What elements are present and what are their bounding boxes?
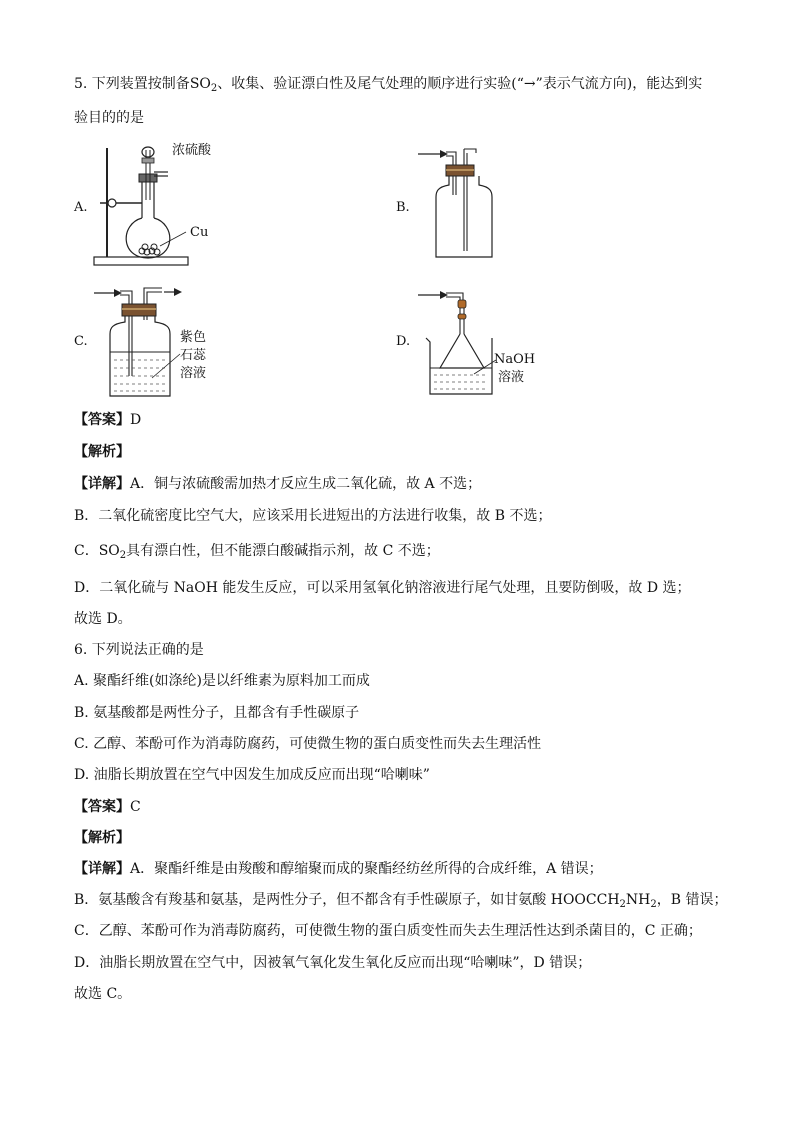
q6-detail-a: A．聚酯纤维是由羧酸和醇缩聚而成的聚酯经纺丝所得的合成纤维，A 错误； (130, 861, 603, 877)
q6-detail-d: D．油脂长期放置在空气中，因被氧气氧化发生氧化反应而出现“哈喇味”，D 错误； (74, 955, 592, 971)
q5-option-a-diagram (90, 140, 200, 270)
q6-option-d: D. 油脂长期放置在空气中因发生加成反应而出现“哈喇味” (74, 767, 430, 783)
q5-analysis-tag: 【解析】 (74, 444, 130, 460)
q5-detail-b: B．二氧化硫密度比空气大，应该采用长进短出的方法进行收集，故 B 不选； (74, 508, 552, 524)
q5-detail-d: D．二氧化硫与 NaOH 能发生反应，可以采用氢氧化钠溶液进行尾气处理，且要防倒吸，故 D 选； (74, 580, 691, 596)
q5-option-d-letter: D. (396, 334, 411, 349)
q5-option-c-label-1: 紫色 (180, 330, 207, 345)
q6-option-b: B. 氨基酸都是两性分子，且都含有手性碳原子 (74, 705, 360, 721)
q5-option-a-acid-label: 浓硫酸 (172, 143, 212, 158)
q5-stem-a: 5. 下列装置按制备 (74, 76, 190, 92)
q6-detail-b-line: B．氨基酸含有羧基和氨基，是两性分子，但不都含有手性碳原子，如甘氨酸 $HOOCCH_2NH_2$，B 错误； (74, 892, 728, 910)
q6-detail-c: C．乙醇、苯酚可作为消毒防腐药，可使微生物的蛋白质变性而失去生理活性达到杀菌目的，C 正确； (74, 923, 702, 939)
q5-stem-b: 、收集、验证漂白性及尾气处理的顺序进行实验(“→”表示气流方向)，能达到实 (217, 76, 703, 92)
q5-answer-tag: 【答案】 (74, 412, 130, 428)
q6-answer-line (74, 797, 141, 817)
q5-option-a-letter: A. (74, 200, 88, 215)
q5-answer-line (74, 410, 141, 430)
q6-detail-a-line (74, 859, 603, 879)
q5-option-c-label-2: 石蕊 (180, 348, 207, 363)
q5-option-b-diagram (416, 145, 496, 265)
q5-so2: $SO_2$ (189, 76, 218, 94)
q5-option-d-label-2: 溶液 (498, 370, 525, 385)
q5-detail-a: A．铜与浓硫酸需加热才反应生成二氧化硫，故 A 不选； (130, 476, 482, 492)
q6-answer-tag: 【答案】 (74, 799, 130, 815)
q6-option-c: C. 乙醇、苯酚可作为消毒防腐药，可使微生物的蛋白质变性而失去生理活性 (74, 736, 542, 752)
q5-option-d-label-1: NaOH (494, 352, 536, 367)
q6-answer: C (130, 799, 141, 815)
q5-answer: D (130, 412, 142, 428)
q5-detail-tag: 【详解】 (74, 476, 130, 492)
collection-bottle-icon (416, 145, 496, 265)
q6-analysis-tag: 【解析】 (74, 830, 130, 846)
q5-option-c-label-3: 溶液 (180, 366, 207, 381)
q6-stem: 6. 下列说法正确的是 (74, 642, 204, 658)
q5-stem-line1 (74, 74, 702, 99)
q5-option-b-letter: B. (396, 200, 410, 215)
q5-option-a-cu-label: Cu (190, 225, 209, 240)
q6-option-a: A. 聚酯纤维(如涤纶)是以纤维素为原料加工而成 (74, 673, 370, 689)
q5-detail-a-line (74, 474, 481, 494)
flask-apparatus-icon (90, 140, 200, 270)
q5-detail-c-line: C．$SO_2$具有漂白性，但不能漂白酸碱指示剂，故 C 不选； (74, 543, 440, 561)
q5-detail-c-so2: $SO_2$ (98, 543, 127, 561)
q5-option-c-letter: C. (74, 334, 88, 349)
q6-conclusion: 故选 C。 (74, 986, 132, 1002)
q5-stem-line2: 验目的的是 (74, 110, 144, 126)
q5-conclusion: 故选 D。 (74, 611, 132, 627)
q6-detail-tag: 【详解】 (74, 861, 130, 877)
